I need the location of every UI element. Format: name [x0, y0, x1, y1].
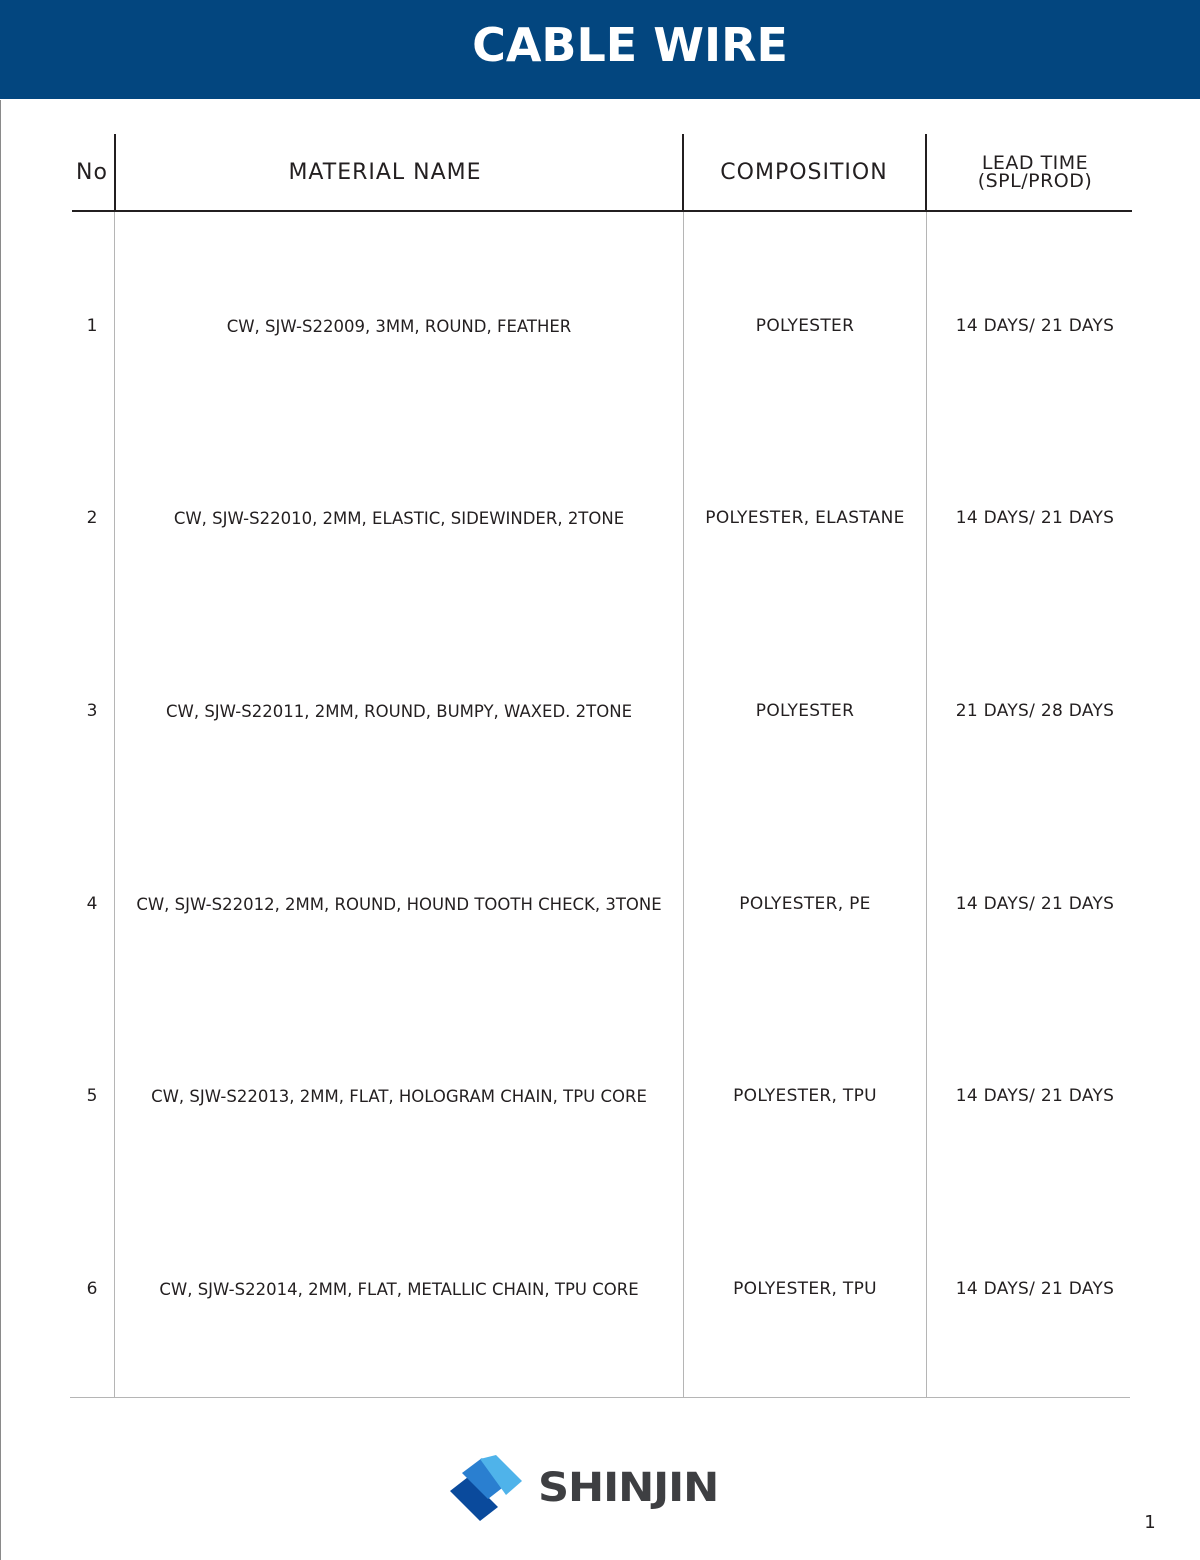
cell-no: 5 — [86, 1086, 98, 1106]
cell-composition: POLYESTER, TPU — [733, 1279, 877, 1299]
column-header-composition: COMPOSITION — [720, 159, 888, 185]
table-bottom-rule — [70, 1397, 1130, 1398]
cell-no: 3 — [86, 701, 98, 721]
table-row — [0, 230, 1200, 422]
page-number: 1 — [1144, 1512, 1156, 1533]
header-rule — [72, 210, 1132, 212]
column-header-no: No — [76, 159, 108, 185]
cell-composition: POLYESTER — [755, 701, 855, 721]
cell-composition: POLYESTER, ELASTANE — [705, 508, 905, 528]
cell-no: 6 — [86, 1279, 98, 1299]
cell-lead-time: 21 DAYS/ 28 DAYS — [955, 701, 1115, 721]
cell-lead-time: 14 DAYS/ 21 DAYS — [955, 1086, 1115, 1106]
logo-wordmark: SHINJIN — [538, 1465, 719, 1511]
cell-lead-time: 14 DAYS/ 21 DAYS — [955, 1279, 1115, 1299]
table-row — [0, 615, 1200, 807]
cell-composition: POLYESTER, PE — [739, 894, 871, 914]
cell-material: CW, SJW-S22011, 2MM, ROUND, BUMPY, WAXED. 2TONE — [166, 701, 632, 721]
cell-material: CW, SJW-S22009, 3MM, ROUND, FEATHER — [226, 316, 572, 336]
cell-material: CW, SJW-S22013, 2MM, FLAT, HOLOGRAM CHAIN, TPU CORE — [151, 1086, 647, 1106]
table-row — [0, 1193, 1200, 1385]
cell-lead-time: 14 DAYS/ 21 DAYS — [955, 316, 1115, 336]
cell-no: 4 — [86, 894, 98, 914]
cell-material: CW, SJW-S22014, 2MM, FLAT, METALLIC CHAIN, TPU CORE — [159, 1279, 639, 1299]
lead-time-sublabel: (SPL/PROD) — [977, 170, 1093, 192]
column-header-lead-time — [927, 134, 1143, 210]
cell-no: 1 — [86, 316, 98, 336]
cell-composition: POLYESTER, TPU — [733, 1086, 877, 1106]
column-divider — [682, 134, 684, 211]
table-row — [0, 808, 1200, 1000]
column-divider — [114, 134, 116, 211]
cell-composition: POLYESTER — [755, 316, 855, 336]
cell-material: CW, SJW-S22010, 2MM, ELASTIC, SIDEWINDER, 2TONE — [173, 508, 625, 528]
cell-no: 2 — [86, 508, 98, 528]
cell-lead-time: 14 DAYS/ 21 DAYS — [955, 894, 1115, 914]
column-header-material: MATERIAL NAME — [288, 159, 482, 185]
table-row — [0, 1000, 1200, 1192]
lead-time-label: LEAD TIME — [981, 152, 1089, 174]
cell-material: CW, SJW-S22012, 2MM, ROUND, HOUND TOOTH CHECK, 3TONE — [136, 894, 662, 914]
page-title: CABLE WIRE — [472, 18, 788, 72]
cell-lead-time: 14 DAYS/ 21 DAYS — [955, 508, 1115, 528]
column-divider — [925, 134, 927, 211]
table-row — [0, 422, 1200, 614]
